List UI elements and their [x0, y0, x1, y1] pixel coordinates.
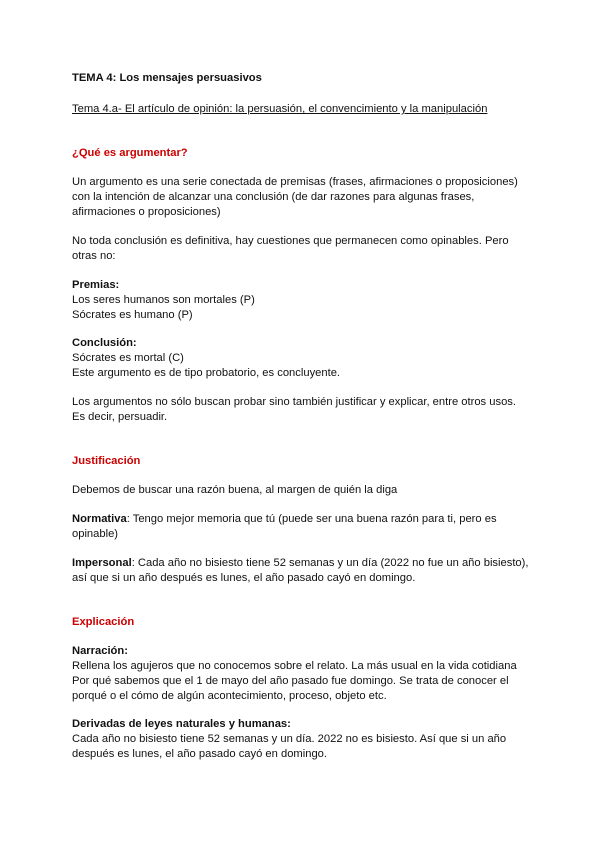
impersonal-block — [72, 556, 542, 586]
argumentar-note — [72, 234, 542, 264]
text-line: opinable) — [72, 528, 119, 540]
section-heading-argumentar: ¿Qué es argumentar? — [72, 147, 188, 159]
document-title: TEMA 4: Los mensajes persuasivos — [72, 72, 262, 84]
normativa-block — [72, 512, 542, 542]
text-line: Los argumentos no sólo buscan probar sino también justificar y explicar, entre otros usos. — [72, 396, 517, 408]
text-line: porqué o el cómo de algún acontecimiento, proceso, objeto etc. — [72, 690, 387, 702]
narracion-label: Narración: — [72, 645, 128, 657]
section-heading-justificacion: Justificación — [72, 455, 141, 467]
impersonal-label: Impersonal — [72, 557, 132, 569]
conclusion-item: Sócrates es mortal (C) — [72, 352, 184, 364]
text-line: así que si un año después es lunes, el año pasado cayó en domingo. — [72, 572, 416, 584]
premisa-item: Sócrates es humano (P) — [72, 309, 193, 321]
argumentar-closing — [72, 395, 542, 425]
impersonal-text: : Cada año no bisiesto tiene 52 semanas y un día (2022 no fue un año bisiesto), — [131, 557, 529, 569]
text-line: No toda conclusión es definitiva, hay cuestiones que permanecen como opinables. Pero — [72, 235, 509, 247]
document-subtitle: Tema 4.a- El artículo de opinión: la persuasión, el convencimiento y la manipulación — [72, 103, 488, 115]
text-line: afirmaciones o proposiciones) — [72, 206, 221, 218]
text-line: después es lunes, el año pasado cayó en domingo. — [72, 748, 328, 760]
derivadas-block — [72, 717, 542, 762]
premisas-label: Premias: — [72, 279, 120, 291]
narracion-block — [72, 644, 542, 704]
premisas-block — [72, 278, 542, 323]
normativa-label: Normativa — [72, 513, 127, 525]
text-line: Es decir, persuadir. — [72, 411, 168, 423]
argumentar-intro — [72, 175, 542, 220]
section-heading-explicacion: Explicación — [72, 616, 135, 628]
normativa-text: : Tengo mejor memoria que tú (puede ser una buena razón para ti, pero es — [126, 513, 497, 525]
text-line: Rellena los agujeros que no conocemos sobre el relato. La más usual en la vida cotidiana — [72, 660, 517, 672]
conclusion-item: Este argumento es de tipo probatorio, es concluyente. — [72, 367, 341, 379]
text-line: con la intención de alcanzar una conclusión (de dar razones para algunas frases, — [72, 191, 475, 203]
conclusion-block — [72, 336, 542, 381]
premisa-item: Los seres humanos son mortales (P) — [72, 294, 255, 306]
justificacion-text: Debemos de buscar una razón buena, al margen de quién la diga — [72, 484, 398, 496]
text-line: Cada año no bisiesto tiene 52 semanas y un día. 2022 no es bisiesto. Así que si un año — [72, 733, 507, 745]
text-line: otras no: — [72, 250, 116, 262]
derivadas-label: Derivadas de leyes naturales y humanas: — [72, 718, 291, 730]
text-line: Un argumento es una serie conectada de premisas (frases, afirmaciones o proposiciones) — [72, 176, 518, 188]
conclusion-label: Conclusión: — [72, 337, 137, 349]
text-line: Por qué sabemos que el 1 de mayo del año pasado fue domingo. Se trata de conocer el — [72, 675, 509, 687]
